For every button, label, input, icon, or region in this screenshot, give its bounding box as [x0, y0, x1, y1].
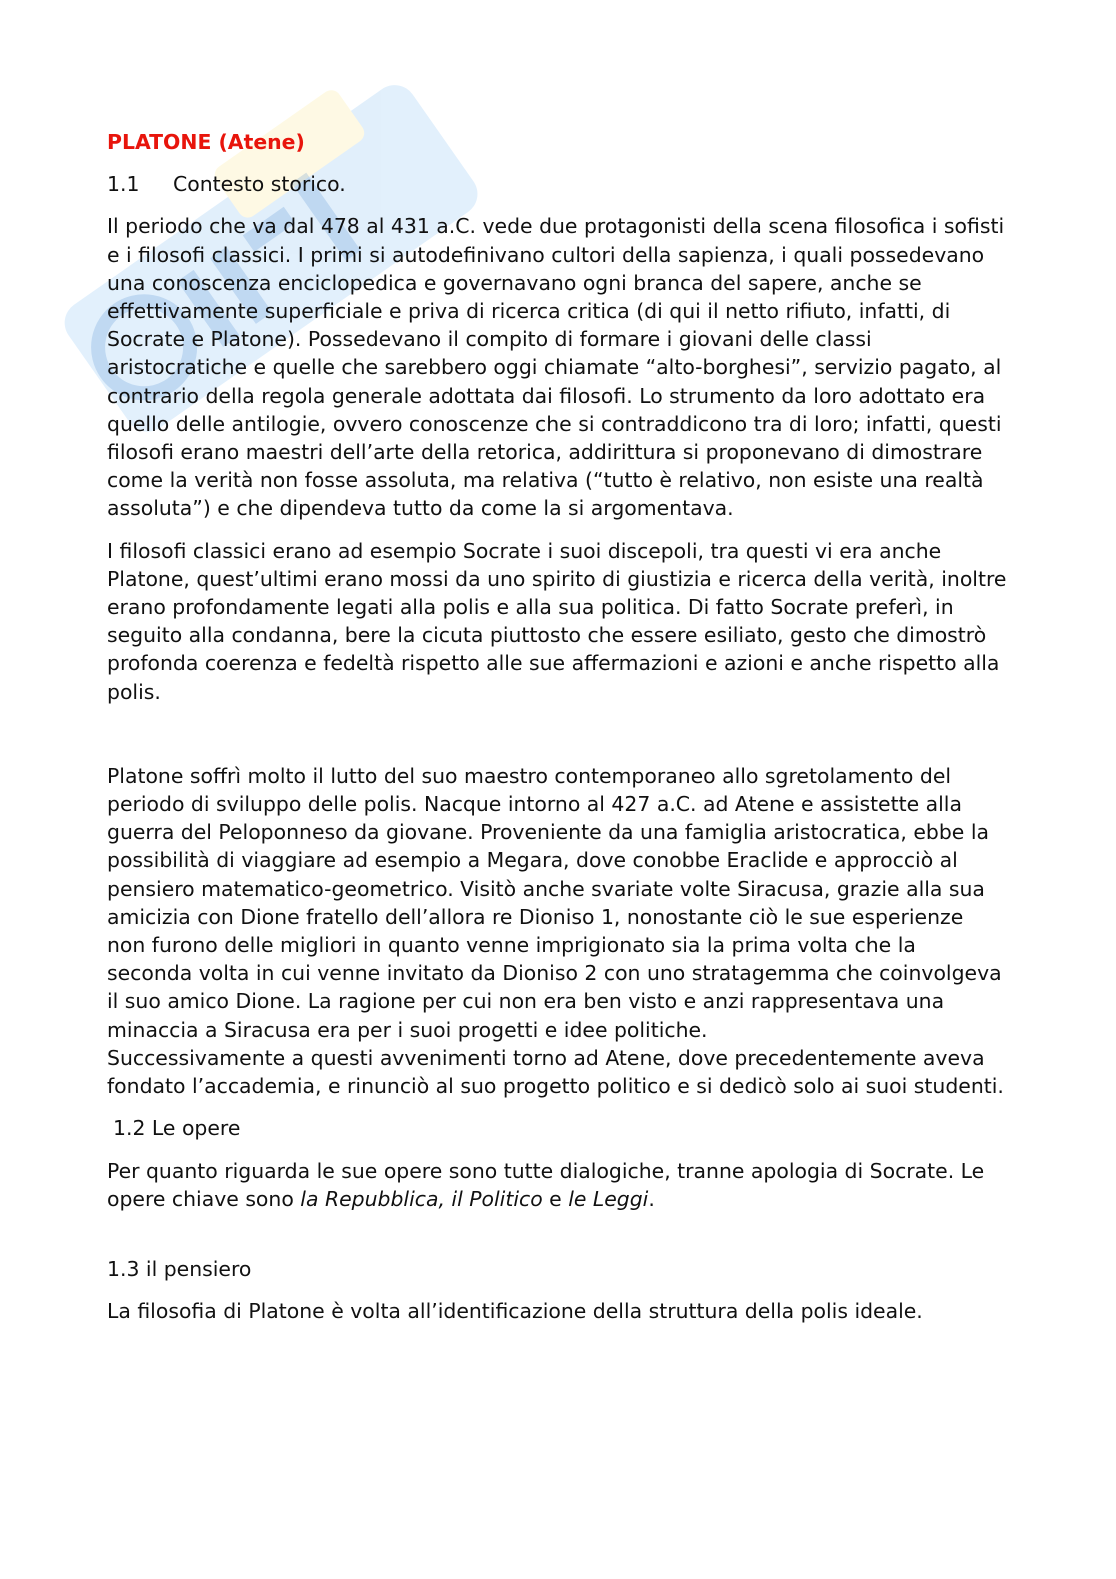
section-heading-1-2: 1.2 Le opere	[113, 1116, 241, 1141]
section-heading-1-1	[107, 170, 1007, 198]
section-title: Contesto storico.	[173, 172, 346, 197]
opera-leggi: le Leggi	[568, 1186, 649, 1211]
opera-repubblica-politico: la Repubblica, il Politico	[300, 1186, 543, 1211]
document-title: PLATONE (Atene)	[107, 130, 305, 154]
section-heading-1-3: 1.3 il pensiero	[107, 1256, 252, 1281]
paragraph-ritorno-atene: Successivamente a questi avvenimenti torno ad Atene, dove precedentemente aveva fondato l’accademia, e rinunciò al suo progetto politico e si dedicò solo ai suoi studenti.	[107, 1045, 1004, 1099]
paragraph-opere	[107, 1157, 1007, 1213]
document-body	[107, 128, 1007, 1339]
spacer	[107, 1227, 1007, 1255]
opere-intro: Per quanto riguarda le sue opere sono tutte dialogiche, tranne apologia di Socrate. Le opere chiave sono	[107, 1158, 985, 1211]
paragraph-vita-platone: Platone soffrì molto il lutto del suo maestro contemporaneo allo sgretolamento del periodo di sviluppo delle polis. Nacque intorno al 427 a.C. ad Atene e assistette alla guerra del Peloponneso da giovane. Proveniente da una famiglia aristocratica, ebbe la possibilità di viaggiare ad esempio a Megara, dove conobbe Eraclide e approcciò al pensiero matematico-geometrico. Visitò anche svariate volte Siracusa, grazie alla sua amicizia con Dione fratello dell’allora re Dioniso 1, nonostante ciò le sue esperienze non furono delle migliori in quanto venne imprigionato sia la prima volta che la seconda volta in cui venne invitato da Dioniso 2 con uno stratagemma che coinvolgeva il suo amico Dione. La ragione per cui non era ben visto e anzi rappresentava una minaccia a Siracusa era per i suoi progetti e idee politiche.	[107, 763, 1002, 1042]
opere-end: .	[648, 1186, 655, 1211]
opere-connector: e	[542, 1186, 569, 1211]
paragraph-pensiero: La filosofia di Platone è volta all’identificazione della struttura della polis ideale.	[107, 1299, 923, 1324]
section-number: 1.1	[107, 172, 140, 197]
paragraph-filosofi-classici: I filosofi classici erano ad esempio Socrate i suoi discepoli, tra questi vi era anche Platone, quest’ultimi erano mossi da uno spirito di giustizia e ricerca della verità, inoltre erano profondamente legati alla polis e alla sua politica. Di fatto Socrate preferì, in seguito alla condanna, bere la cicuta piuttosto che essere esiliato, gesto che dimostrò profonda coerenza e fedeltà rispetto alle sue affermazioni e azioni e anche rispetto alla polis.	[107, 538, 1007, 704]
spacer	[107, 720, 1007, 762]
paragraph-sofisti: Il periodo che va dal 478 al 431 a.C. vede due protagonisti della scena filosofica i sofisti e i filosofi classici. I primi si autodefinivano cultori della sapienza, i quali possedevano una conoscenza enciclopedica e governavano ogni branca del sapere, anche se effettivamente superficiale e priva di ricerca critica (di qui il netto rifiuto, infatti, di Socrate e Platone). Possedevano il compito di formare i giovani delle classi aristocratiche e quelle che sarebbero oggi chiamate “alto-borghesi”, servizio pagato, al contrario della regola generale adottata dai filosofi. Lo strumento da loro adottato era quello delle antilogie, ovvero conoscenze che si contraddicono tra di loro; infatti, questi filosofi erano maestri dell’arte della retorica, addirittura si proponevano di dimostrare come la verità non fosse assoluta, ma relativa (“tutto è relativo, non esiste una realtà assoluta”) e che dipendeva tutto da come la si argomentava.	[107, 214, 1005, 521]
